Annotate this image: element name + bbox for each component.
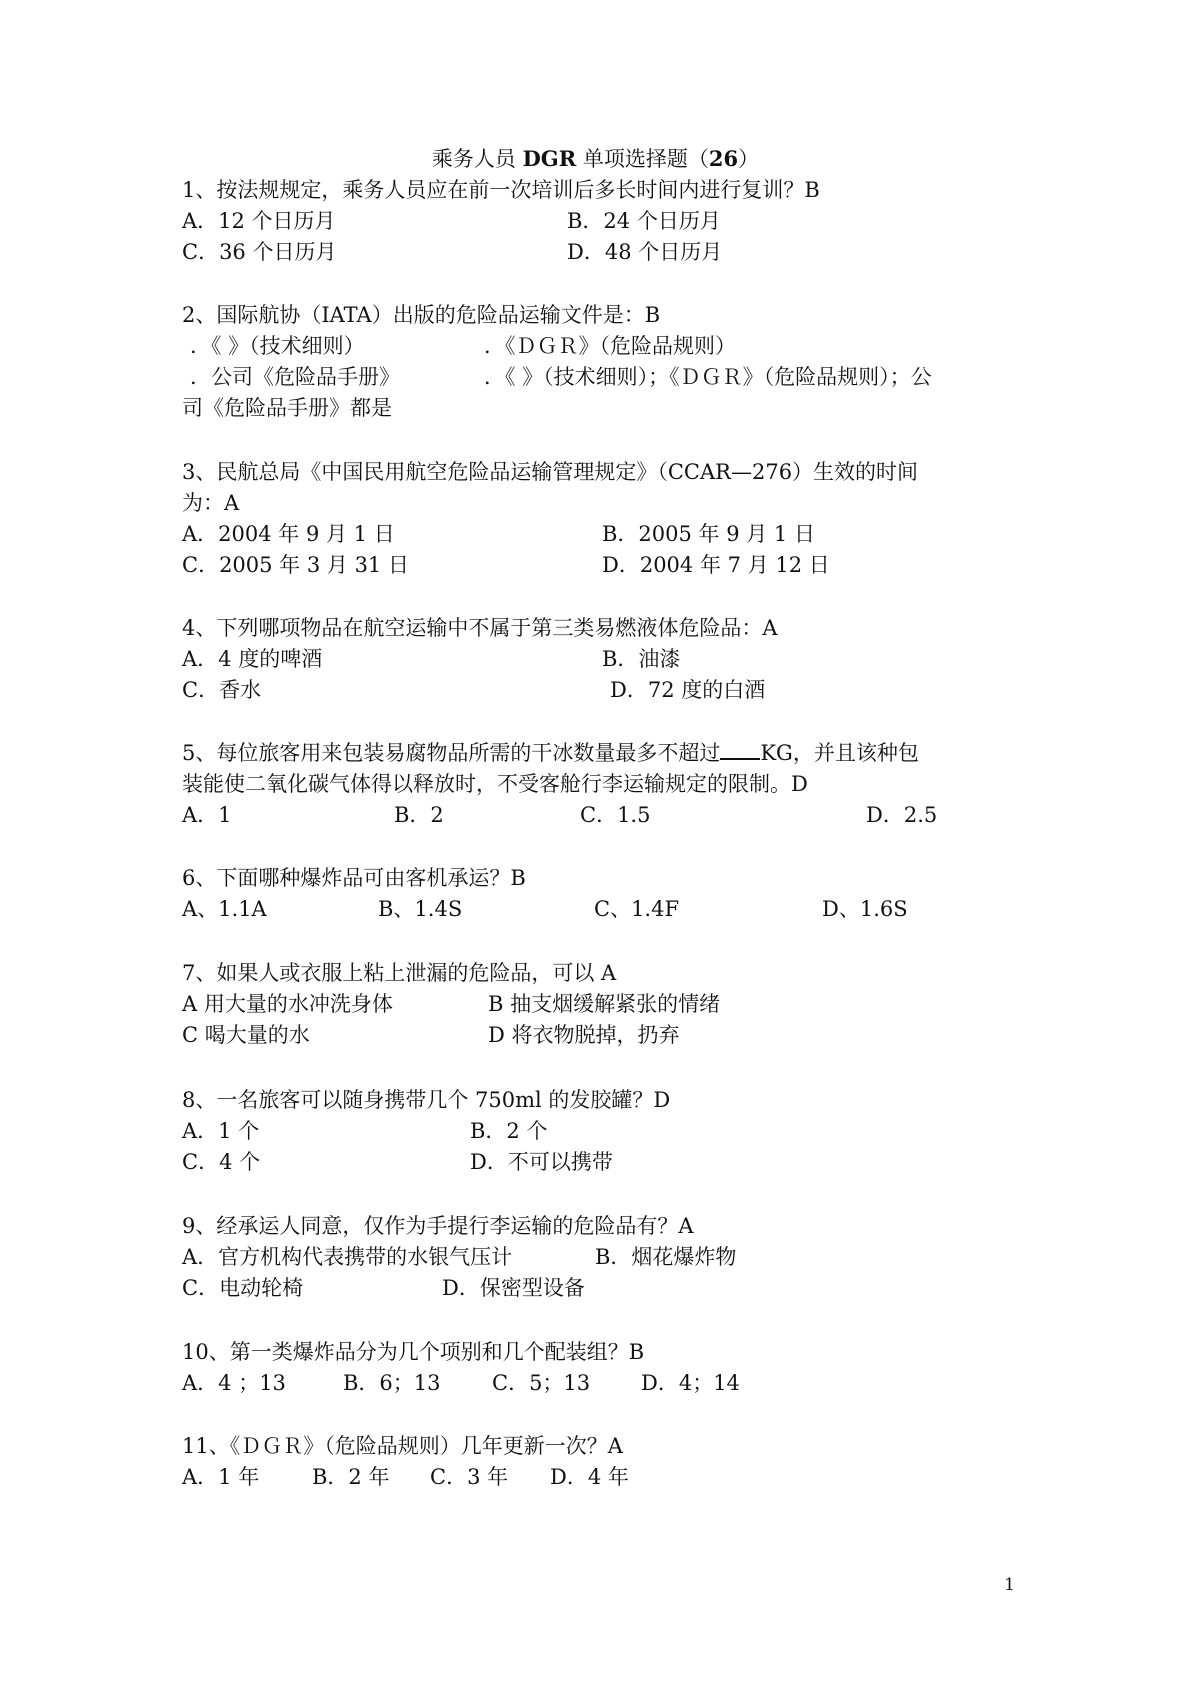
question-stem: 3、民航总局《中国民用航空危险品运输管理规定》（CCAR—276）生效的时间 <box>182 460 919 484</box>
question-stem: 8、一名旅客可以随身携带几个 750ml 的发胶罐？D <box>182 1088 671 1112</box>
question-11 <box>182 1431 1022 1493</box>
option-a: A．1 个 <box>182 1119 260 1143</box>
option-a: A．4 度的啤酒 <box>182 647 323 671</box>
option-d: D．4；14 <box>641 1371 740 1395</box>
option-d: ．《 》（技术细则）；《ＤＧＲ》（危险品规则）；公 <box>484 365 932 389</box>
question-5 <box>182 738 1022 831</box>
question-7 <box>182 958 1022 1051</box>
option-b: B．24 个日历月 <box>567 209 721 233</box>
question-stem: 11、《ＤＧＲ》（危险品规则）几年更新一次？A <box>182 1434 623 1458</box>
question-stem: 7、如果人或衣服上粘上泄漏的危险品，可以 A <box>182 961 617 985</box>
option-a: A．4 ；13 <box>182 1371 286 1395</box>
option-a: ．《 》（技术细则） <box>190 334 365 358</box>
question-stem: 2、国际航协（IATA）出版的危险品运输文件是：B <box>182 303 661 327</box>
question-4 <box>182 613 1022 706</box>
option-c: C．电动轮椅 <box>182 1276 304 1300</box>
option-a: A．1 年 <box>182 1465 260 1489</box>
option-a: A 用大量的水冲洗身体 <box>182 992 393 1016</box>
page-title: 乘务人员 DGR 单项选择题（26） <box>431 146 760 171</box>
question-8 <box>182 1085 1022 1178</box>
question-stem: 10、第一类爆炸品分为几个项别和几个配装组？B <box>182 1340 645 1364</box>
option-d: D．48 个日历月 <box>567 240 723 264</box>
option-b: B、1.4S <box>378 897 463 921</box>
option-d: D．保密型设备 <box>442 1276 585 1300</box>
question-stem-continued: 为：A <box>182 491 240 515</box>
option-c: C．1.5 <box>580 803 651 827</box>
option-c: C．2005 年 3 月 31 日 <box>182 553 409 577</box>
option-c: C、1.4F <box>594 897 680 921</box>
option-b: B．2005 年 9 月 1 日 <box>602 522 815 546</box>
option-a: A．2004 年 9 月 1 日 <box>182 522 395 546</box>
option-b: B 抽支烟缓解紧张的情绪 <box>488 992 721 1016</box>
page-number: 1 <box>1004 1575 1015 1595</box>
option-a: A、1.1A <box>182 897 267 921</box>
option-d: D．2004 年 7 月 12 日 <box>602 553 830 577</box>
option-d-continued: 司《危险品手册》都是 <box>182 396 392 420</box>
option-c: ．公司《危险品手册》 <box>190 365 400 389</box>
option-b: B．6；13 <box>343 1371 441 1395</box>
question-stem: 1、按法规规定，乘务人员应在前一次培训后多长时间内进行复训？B <box>182 178 820 202</box>
option-c: C．5；13 <box>492 1371 591 1395</box>
option-c: C．香水 <box>182 678 262 702</box>
option-b: B．烟花爆炸物 <box>595 1245 737 1269</box>
option-d: D．4 年 <box>550 1465 629 1489</box>
option-d: D．72 度的白酒 <box>610 678 766 702</box>
option-b: ．《ＤＧＲ》（危险品规则） <box>484 334 736 358</box>
option-b: B．油漆 <box>602 647 681 671</box>
option-d: D、1.6S <box>822 897 908 921</box>
question-stem-continued: 装能使二氧化碳气体得以释放时，不受客舱行李运输规定的限制。D <box>182 772 808 796</box>
option-c: C．3 年 <box>430 1465 509 1489</box>
question-6 <box>182 863 1022 925</box>
option-a: A．12 个日历月 <box>182 209 336 233</box>
option-d: D 将衣物脱掉，扔弃 <box>488 1023 680 1047</box>
option-d: D．2.5 <box>866 803 938 827</box>
answer-blank <box>720 740 760 760</box>
option-c: C．4 个 <box>182 1150 261 1174</box>
question-2 <box>182 300 1022 424</box>
question-stem: 4、下列哪项物品在航空运输中不属于第三类易燃液体危险品：A <box>182 616 778 640</box>
option-b: B．2 个 <box>470 1119 548 1143</box>
option-d: D．不可以携带 <box>470 1150 613 1174</box>
option-a: A．官方机构代表携带的水银气压计 <box>182 1245 513 1269</box>
question-9 <box>182 1211 1022 1304</box>
question-10 <box>182 1337 1022 1399</box>
question-stem: 6、下面哪种爆炸品可由客机承运？B <box>182 866 526 890</box>
option-b: B．2 年 <box>312 1465 390 1489</box>
question-1 <box>182 175 1022 268</box>
question-stem: 5、每位旅客用来包装易腐物品所需的干冰数量最多不超过 KG，并且该种包 <box>182 741 919 765</box>
question-stem: 9、经承运人同意，仅作为手提行李运输的危险品有？A <box>182 1214 694 1238</box>
option-c: C．36 个日历月 <box>182 240 337 264</box>
option-b: B．2 <box>394 803 444 827</box>
option-a: A．1 <box>182 803 232 827</box>
question-3 <box>182 457 1022 581</box>
option-c: C 喝大量的水 <box>182 1023 310 1047</box>
